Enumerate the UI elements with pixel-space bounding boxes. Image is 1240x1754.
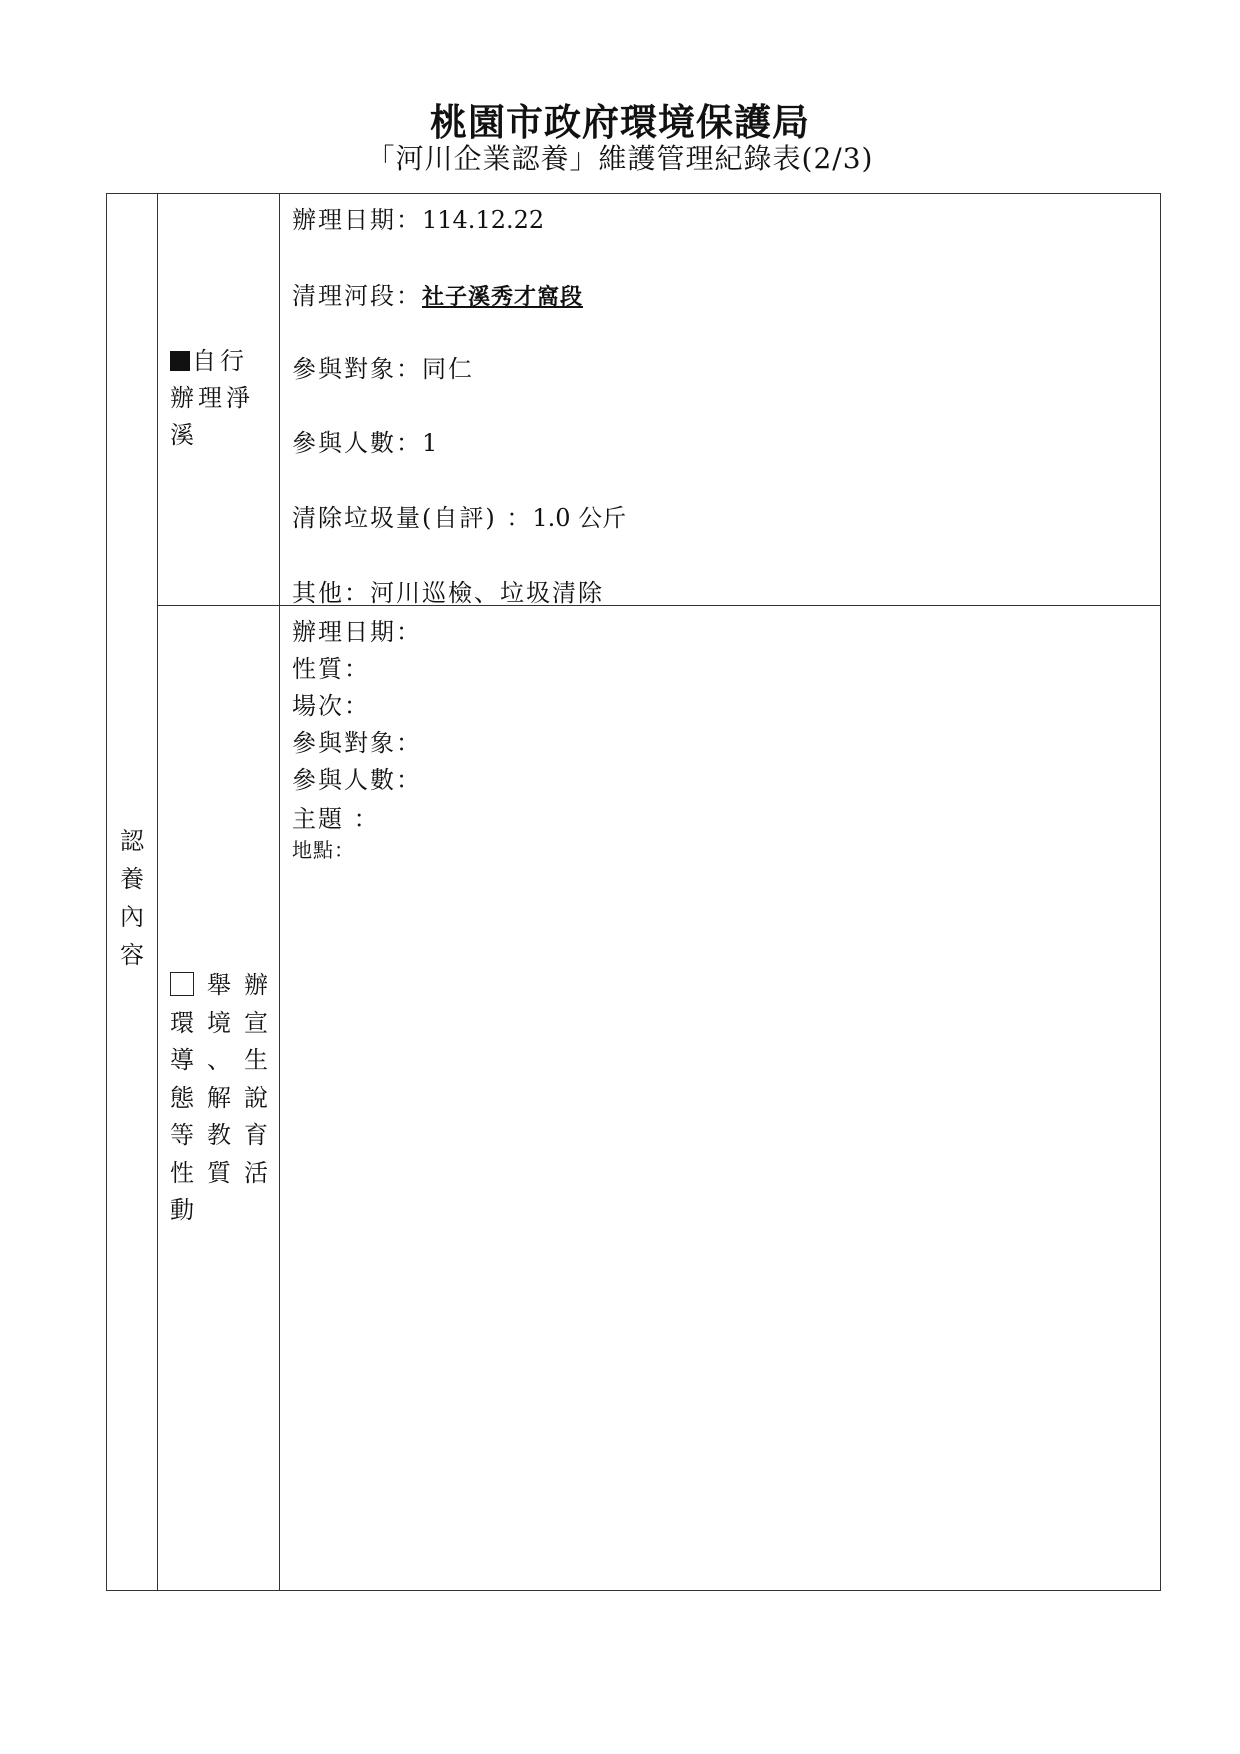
table-divider-label [279,193,280,1591]
record-table [106,193,1161,1591]
field-river-label: 清理河段： [292,282,422,310]
empty-checkbox-icon[interactable] [170,972,194,996]
field-count-label: 參與人數： [292,429,422,457]
section2-label-cell: 活 [244,1158,268,1187]
field-date [292,200,544,235]
checked-checkbox-icon[interactable] [170,351,190,371]
field-date-value: 114.12.22 [422,206,545,234]
section2-label-cell: 育 [244,1121,268,1149]
field-other-value: 河川巡檢、垃圾清除 [370,579,604,607]
field2-sessions: 場次： [292,692,370,720]
section2-label-cell: 教 [207,1121,231,1149]
field-river-value: 社子溪秀才窩段 [422,284,584,310]
section1-label-line2: 辦理淨 [170,384,254,412]
category-char: 內 [120,903,144,931]
field2-date: 辦理日期： [292,618,422,646]
field2-participants: 參與對象： [292,729,422,757]
field-participants [292,349,474,384]
page-subtitle: 「河川企業認養」維護管理紀錄表(2/3) [366,142,874,175]
section2-label-cell: 質 [207,1158,231,1187]
section1-label [170,343,254,454]
section2-label-cell: 動 [170,1196,194,1224]
section2-label-cell: 等 [170,1121,194,1149]
field2-location: 地點： [292,838,355,862]
field-garbage-label: 清除垃圾量(自評) ： [292,504,533,532]
page-title: 桃園市政府環境保護局 [430,100,810,144]
section2-label-cell: 性 [170,1158,194,1187]
field2-nature: 性質： [292,655,370,683]
field-garbage-value: 1.0 公斤 [532,504,627,532]
category-char: 認 [120,827,144,855]
field-count [292,423,439,458]
section2-label [170,965,281,1228]
field-participants-value: 同仁 [422,355,474,383]
section2-label-cell: 解 [207,1083,231,1112]
field-other [292,573,604,608]
field-river-section [292,276,583,311]
section2-label-cell [170,965,207,1003]
field-other-label: 其他： [292,579,370,607]
section2-label-cell: 、 [207,1046,231,1074]
category-char: 養 [120,865,144,893]
field-count-value: 1 [422,429,440,457]
section2-label-cell: 境 [207,1008,231,1037]
field-participants-label: 參與對象： [292,355,422,383]
section2-label-cell: 環 [170,1008,194,1037]
section2-label-cell: 說 [244,1083,268,1112]
category-label [106,822,158,974]
category-char: 容 [120,941,144,969]
section2-label-cell: 舉 [207,971,231,999]
section2-label-cell: 宣 [244,1008,268,1037]
field-date-label: 辦理日期： [292,206,422,234]
field-garbage [292,498,626,533]
section2-label-cell: 態 [170,1083,194,1112]
field2-count: 參與人數： [292,766,422,794]
section2-label-cell: 導 [170,1046,194,1074]
section2-label-cell: 辦 [244,971,268,999]
section2-label-cell: 生 [244,1046,268,1074]
section1-label-line1: 自行 [192,347,248,375]
section1-label-line3: 溪 [170,421,198,449]
field2-topic: 主題 ： [292,805,380,833]
